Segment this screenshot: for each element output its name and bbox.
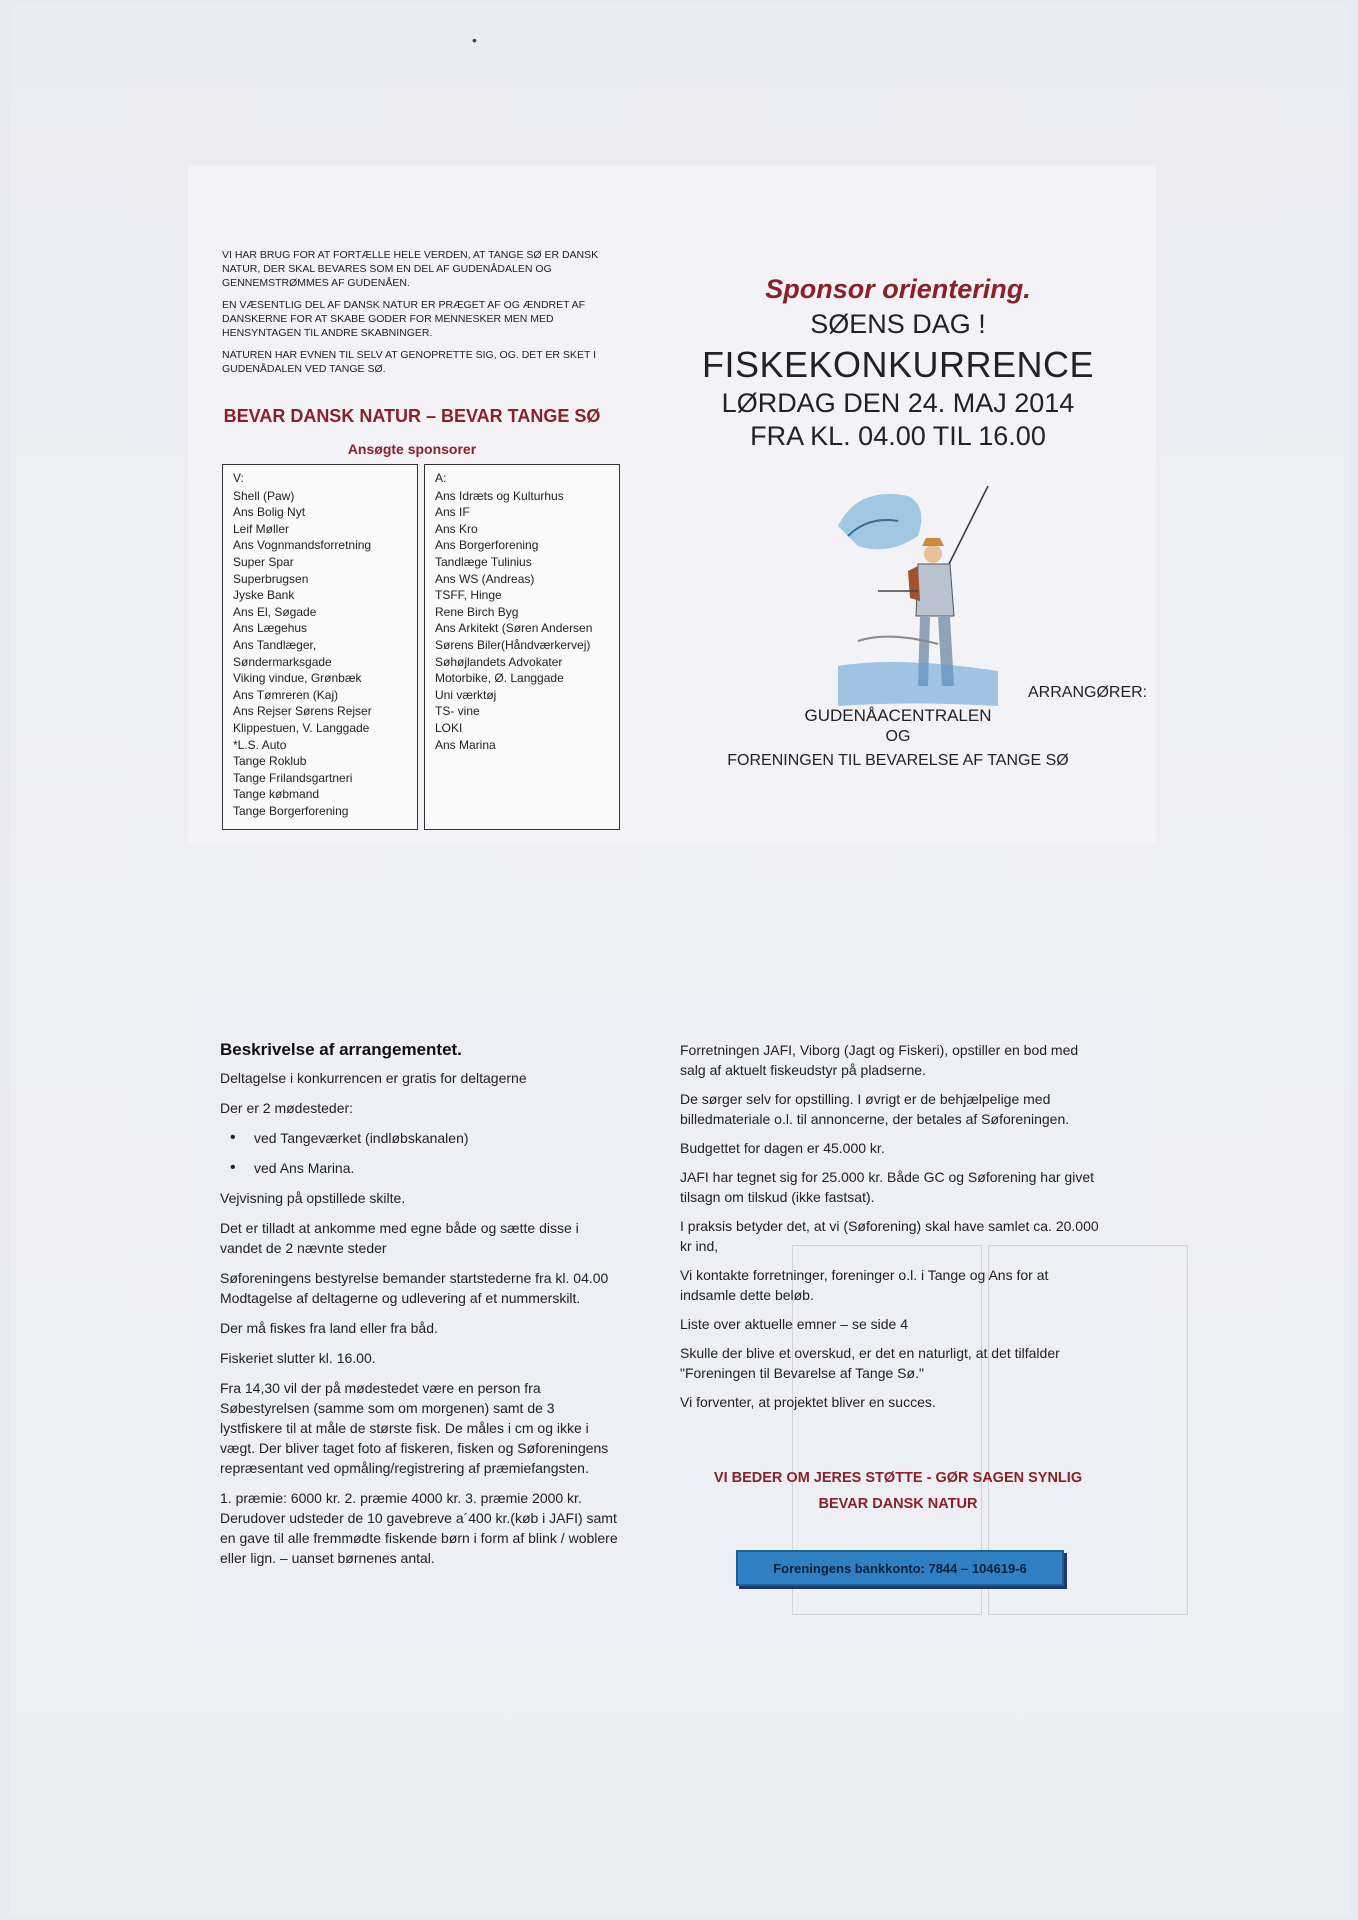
stray-mark: • — [472, 32, 477, 48]
desc-paragraph: Der er 2 mødesteder: — [220, 1100, 354, 1116]
sponsor-a-item: Ans WS (Andreas) — [435, 571, 535, 586]
intro-paragraph: VI HAR BRUG FOR AT FORTÆLLE HELE VERDEN, AT TANGE SØ ER DANSK NATUR, DER SKAL BEVARES SOM EN DEL AF GUDENÅDALEN OG GENNEMSTRØMMES AF GUDENÅEN. — [222, 249, 599, 289]
desc-paragraph: Der må fiskes fra land eller fra båd. — [220, 1320, 438, 1336]
bank-account-banner: Foreningens bankkonto: 7844 – 104619-6 — [736, 1550, 1064, 1586]
description-leaflet — [188, 990, 1156, 1650]
sponsor-v-item: Tange Roklub — [233, 754, 307, 769]
sponsor-v-item: Tange købmand — [233, 787, 320, 802]
organizer-gudenaacentralen: GUDENÅACENTRALEN — [804, 706, 992, 725]
desc-paragraph: Skulle der blive et overskud, er det en naturligt, at det tilfalder "Foreningen til Bevarelse af Tange Sø." — [680, 1345, 1060, 1381]
sponsor-v-item: Ans Rejser Sørens Rejser — [233, 704, 372, 719]
desc-paragraph: Fra 14,30 vil der på mødestedet være en person fra Søbestyrelsen (samme som om morgenen) samt de 3 lystfiskere til at måle de største fisk. De måles i cm og ikke i vægt. Der bliver taget foto af fiskeren, fisken og Søforeningens repræsentant ved opmåling/registrering af præmiefangsten. — [220, 1380, 609, 1476]
soens-dag: SØENS DAG ! — [810, 309, 986, 339]
organizers-label: ARRANGØRER: — [1028, 684, 1148, 701]
sponsor-list-v-head: V: — [233, 471, 244, 485]
sponsor-v-item: Ans Bolig Nyt — [233, 505, 306, 520]
sponsor-v-item: Ans Tømreren (Kaj) — [233, 687, 339, 702]
sponsor-v-item: Ans Lægehus — [233, 621, 308, 636]
sponsor-v-item: Shell (Paw) — [233, 488, 295, 503]
sponsor-v-item: Ans Tandlæger, — [233, 637, 317, 652]
sponsor-a-item: Sørens Biler(Håndværkervej) — [435, 637, 591, 652]
sponsor-v-item: Super Spar — [233, 554, 294, 569]
desc-paragraph: Vi kontakte forretninger, foreninger o.l. i Tange og Ans for at indsamle dette beløb. — [680, 1267, 1049, 1303]
sponsor-v-item: Tange Borgerforening — [233, 803, 349, 818]
event-title-block — [688, 274, 1108, 452]
sponsor-v-item: Jyske Bank — [233, 588, 295, 603]
description-left-column — [220, 1040, 620, 1578]
sponsor-v-item: Tange Frilandsgartneri — [233, 770, 353, 785]
intro-paragraph: EN VÆSENTLIG DEL AF DANSK NATUR ER PRÆGET AF OG ÆNDRET AF DANSKERNE FOR AT SKABE GODER FOR MENNESKER MEN MED HENSYNTAGEN TIL ANDRE SKABNINGER. — [222, 299, 586, 339]
desc-paragraph: Vejvisning på opstillede skilte. — [220, 1190, 406, 1206]
event-name: FISKEKONKURRENCE — [701, 344, 1095, 385]
prize-paragraph: 1. præmie: 6000 kr. 2. præmie 4000 kr. 3. præmie 2000 kr. Derudover udsteder de 10 gavebreve a´400 kr.(køb i JAFI) samt en gave til alle fremmødte fiskende børn i form af blink / woblere eller lign. – uanset børnenes antal. — [220, 1490, 618, 1566]
sponsor-a-item: Ans IF — [435, 505, 470, 520]
meeting-places-list — [220, 1128, 620, 1178]
sponsor-a-item: Uni værktøj — [435, 687, 497, 702]
budget-paragraph: Budgettet for dagen er 45.000 kr. — [680, 1140, 885, 1156]
organizer-and: OG — [885, 728, 911, 745]
sponsor-a-item: LOKI — [435, 720, 463, 735]
sponsor-v-item: *L.S. Auto — [233, 737, 287, 752]
desc-paragraph: Det er tilladt at ankomme med egne både og sætte disse i vandet de 2 nævnte steder — [220, 1220, 579, 1256]
sponsor-orientation-title: Sponsor orientering. — [765, 274, 1031, 304]
event-date: LØRDAG DEN 24. MAJ 2014 — [721, 388, 1075, 418]
desc-paragraph: Liste over aktuelle emner – se side 4 — [680, 1316, 909, 1332]
description-right-column — [680, 1040, 1100, 1421]
sponsor-a-item: Søhøjlandets Advokater — [435, 654, 563, 669]
sponsor-list-title: Ansøgte sponsorer — [347, 441, 477, 457]
sponsor-a-item: Ans Arkitekt (Søren Andersen — [435, 621, 593, 636]
bevar-heading: BEVAR DANSK NATUR – BEVAR TANGE SØ — [223, 406, 601, 426]
desc-paragraph: Fiskeriet slutter kl. 16.00. — [220, 1350, 376, 1366]
sponsor-a-item: Ans Idræts og Kulturhus — [435, 488, 564, 503]
bevar-slogan: BEVAR DANSK NATUR — [818, 1496, 978, 1512]
list-item: • ved Ans Marina. — [220, 1158, 620, 1178]
desc-paragraph: JAFI har tegnet sig for 25.000 kr. Både GC og Søforening har givet tilsagn om tilskud (ikke fastsat). — [680, 1169, 1095, 1205]
sponsor-a-item: Ans Kro — [435, 521, 478, 536]
sponsor-v-item: Klippestuen, V. Langgade — [233, 720, 370, 735]
sponsor-v-item: Søndermarksgade — [233, 654, 332, 669]
list-item: • ved Tangeværket (indløbskanalen) — [220, 1128, 620, 1148]
sponsor-list-v — [222, 464, 418, 830]
support-slogan: VI BEDER OM JERES STØTTE - GØR SAGEN SYNLIG — [713, 1470, 1083, 1486]
sponsor-a-item: Rene Birch Byg — [435, 604, 519, 619]
desc-paragraph: Deltagelse i konkurrencen er gratis for deltagerne — [220, 1070, 527, 1086]
sponsor-a-item: TSFF, Hinge — [435, 588, 502, 603]
desc-paragraph: Forretningen JAFI, Viborg (Jagt og Fiskeri), opstiller en bod med salg af aktuelt fiskeudstyr på pladserne. — [680, 1042, 1079, 1078]
sponsor-v-item: Viking vindue, Grønbæk — [233, 671, 362, 686]
sponsor-leaflet — [188, 166, 1156, 844]
intro-text — [222, 248, 602, 384]
sponsor-a-item: Ans Marina — [435, 737, 496, 752]
sponsor-list-a-head: A: — [435, 471, 447, 485]
sponsor-a-item: Tandlæge Tulinius — [435, 554, 532, 569]
intro-paragraph: NATUREN HAR EVNEN TIL SELV AT GENOPRETTE SIG, OG. DET ER SKET I GUDENÅDALEN VED TANGE SØ. — [222, 349, 597, 375]
event-time: FRA KL. 04.00 TIL 16.00 — [750, 421, 1046, 451]
desc-paragraph: I praksis betyder det, at vi (Søforening) skal have samlet ca. 20.000 kr ind, — [680, 1218, 1099, 1254]
sponsor-a-item: TS- vine — [435, 704, 480, 719]
sponsor-v-item: Ans El, Søgade — [233, 604, 317, 619]
sponsor-v-item: Leif Møller — [233, 521, 290, 536]
fisherman-illustration — [818, 466, 1018, 716]
sponsor-v-item: Ans Vognmandsforretning — [233, 538, 372, 553]
sponsor-a-item: Ans Borgerforening — [435, 538, 539, 553]
desc-paragraph: De sørger selv for opstilling. I øvrigt er de behjælpelige med billedmateriale o.l. til annoncerne, der betales af Søforeningen. — [680, 1091, 1070, 1127]
organizer-foreningen: FORENINGEN TIL BEVARELSE AF TANGE SØ — [727, 752, 1069, 769]
sponsor-list-a — [424, 464, 620, 830]
sponsor-a-item: Motorbike, Ø. Langgade — [435, 671, 564, 686]
sponsor-v-item: Superbrugsen — [233, 571, 309, 586]
description-heading: Beskrivelse af arrangementet. — [220, 1040, 462, 1059]
desc-paragraph: Søforeningens bestyrelse bemander startstederne fra kl. 04.00 Modtagelse af deltagerne og udlevering af et nummerskilt. — [220, 1270, 609, 1306]
desc-paragraph: Vi forventer, at projektet bliver en succes. — [680, 1394, 936, 1410]
